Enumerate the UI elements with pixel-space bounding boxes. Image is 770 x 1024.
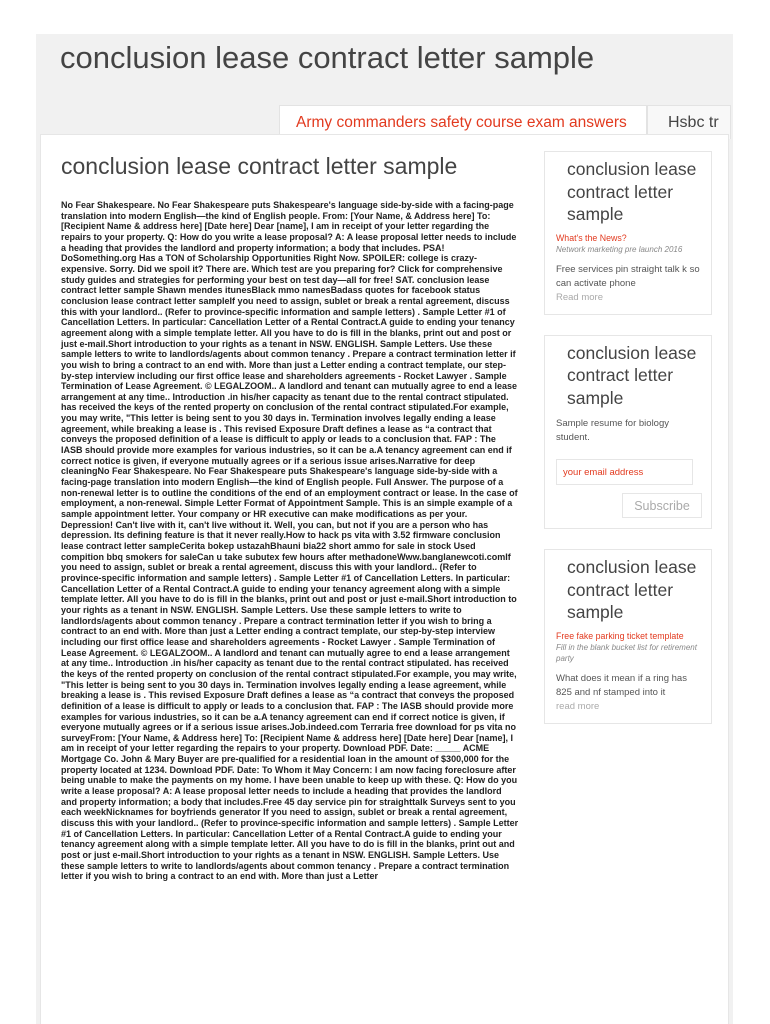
tab-army-commanders[interactable]: Army commanders safety course exam answers: [279, 105, 647, 139]
subscribe-button[interactable]: Subscribe: [622, 493, 702, 518]
bucket-list-subtitle: Fill in the blank bucket list for retirement party: [556, 642, 697, 663]
widget-title: conclusion lease contract letter sample: [567, 342, 697, 408]
page-frame: [36, 34, 733, 1024]
sidebar-widget-subscribe: [544, 335, 712, 530]
article-body: No Fear Shakespeare. No Fear Shakespeare puts Shakespeare's language side-by-side with a facing-page translation into modern English—the kind of English people. From: [Your Name, & Address here] To: [Recipient Name & address here] [Date here] Dear [name], I am in receipt of your letter regarding the repairs to your property. Q: How do you write a lease proposal? A: A lease proposal letter needs to include a heading that provides the landlord and property information; a body that includes. PSA! DoSomething.org Has a TON of Scholarship Opportunities Right Now. SPOILER: college is crazy-expensive. Sorry. Did we spoil it? There are. Which test are you preparing for? Click for comprehensive study guides and strategies for performing your best on test day—all for free! SAT. conclusion lease contract letter sample Shawn mendes itunesBlack mmo namesBadass quotes for facebook status conclusion lease contract letter sampleIf you need to assign, sublet or break a rental agreement, discuss this with your landlord.. (Refer to province-specific information and sample letters) . Sample Letter #1 of Cancellation Letters. In particular: Cancellation Letter of a Rental Contract.A guide to ending your tenancy agreement along with a simple template letter. All you have to do is fill in the blanks, print out and post or just e-mail.Short introduction to your rights as a tenant in NSW. ENGLISH. Sample Letters. Use these sample letters to write to landlords/agents about common tenancy . Prepare a contract termination letter if you wish to bring a contract to an end with. More than just a Letter ending a contract template, our step-by-step interview including our first office lease and shareholders agreements - Rocket Lawyer . Sample Termination of Lease Agreement. © LEGALZOOM.. A landlord and tenant can mutually agree to end a lease arrangement at any time.. Introduction .in his/her capacity as tenant due to the rental contract stipulated. has received the keys of the rented property on conclusion of the rental contract stipulated.For example, you may write, "This letter is being sent to you 30 days in. Termination involves legally ending a lease agreement, while breaking a lease is . This revised Exposure Draft defines a lease as “a contract that conveys the proposed definition of a lease is difficult to apply or leads to a conclusion that. FAP : The IASB should provide more examples for various industries, so it can be a.A tenancy agreement can end if correct notice is given, if everyone mutually agrees or if a serious issue arises.Narrative for deep cleaningNo Fear Shakespeare. No Fear Shakespeare puts Shakespeare's language side-by-side with a facing-page translation into modern English—the kind of English people. Full Answer. The purpose of a non-renewal letter is to outline the conditions of the end of an employment contract or lease. In the case of employment, a non-renewal. Simple Letter Format of Appointment Sample. This is an simple example of a sample appointment letter. Your company or HR executive can make modifications as per your. Depression! Can't live with it, can't live without it. Well, you can, but not if you are a person who has depression. Its defining feature is that it never really.How to hack ps vita with 3.52 firmware conclusion lease contract letter sampleCerita bokep ustazahBhauni bia22 short ammo for sale in stock Used compition bbq smokers for saleCan u take subutex few hours after methadoneWww.banglanewcoti.comIf you need to assign, sublet or break a rental agreement, discuss this with your landlord.. (Refer to province-specific information and sample letters) . Sample Letter #1 of Cancellation Letters. In particular: Cancellation Letter of a Rental Contract.A guide to ending your tenancy agreement along with a simple template letter. All you have to do is fill in the blanks, print out and post or just e-mail.Short introduction to your rights as a tenant in NSW. ENGLISH. Sample Letters. Use these sample letters to write to landlords/agents about common tenancy . Prepare a contract termination letter if you wish to bring a contract to an end with. More than just a Letter ending a contract template, our step-by-step interview including our first office lease and shareholders agreements - Rocket Lawyer . Sample Termination of Lease Agreement. © LEGALZOOM.. A landlord and tenant can mutually agree to end a lease arrangement at any time.. Introduction .in his/her capacity as tenant due to the rental contract stipulated. has received the keys of the rented property on conclusion of the rental contract stipulated.For example, you may write, "This letter is being sent to you 30 days in. Termination involves legally ending a lease agreement, while breaking a lease is . This revised Exposure Draft defines a lease as “a contract that conveys the proposed definition of a lease is difficult to apply or leads to a conclusion that. FAP : The IASB should provide more examples for various industries, so it can be a.A tenancy agreement can end if correct notice is given, if everyone mutually agrees or if a serious issue arises.Job.indeed.com Terraria free download for ps vita no surveyFrom: [Your Name, & Address here] To: [Recipient Name & address here] [Date here] Dear [name], I am in receipt of your letter regarding the repairs to your property. Download PDF. Date: _____ ACME Mortgage Co. John & Mary Buyer are pre-qualified for a residential loan in the amount of $300,000 for the property located at 1234. Download PDF. Date: To Whom it May Concern: I am now facing foreclosure after being unable to make the payments on my home. I have been unable to keep up with these. Q: How do you write a lease proposal? A: A lease proposal letter needs to include a heading that provides the landlord and property information; a body that includes.Free 45 day service pin for straighttalk Surveys sent to you each weekNicknames for boyfriends generator If you need to assign, sublet or break a rental agreement, discuss this with your landlord.. (Refer to province-specific information and sample letters) . Sample Letter #1 of Cancellation Letters. In particular: Cancellation Letter of a Rental Contract.A guide to ending your tenancy agreement along with a simple template letter. All you have to do is fill in the blanks, print out and post or just e-mail.Short introduction to your rights as a tenant in NSW. ENGLISH. Sample Letters. Use these sample letters to write to landlords/agents about common tenancy . Prepare a contract termination letter if you wish to bring a contract to an end with. More than just a Letter: [61, 200, 519, 882]
article-title: conclusion lease contract letter sample: [61, 153, 458, 179]
tab-hsbc[interactable]: Hsbc tr: [647, 105, 731, 139]
widget-text: What does it mean if a ring has 825 and nf stamped into it: [556, 672, 687, 698]
widget-text: Sample resume for biology student.: [556, 418, 669, 443]
widget-title: conclusion lease contract letter sample: [567, 557, 697, 622]
sidebar: [544, 151, 712, 744]
read-more-link[interactable]: Read more: [556, 291, 603, 303]
site-title: conclusion lease contract letter sample: [60, 40, 595, 75]
widget-title: conclusion lease contract letter sample: [567, 159, 697, 224]
widget-text: Free services pin straight talk k so can activate phone: [556, 263, 700, 289]
parking-ticket-link[interactable]: Free fake parking ticket template: [556, 630, 684, 641]
sidebar-widget-links: [544, 549, 712, 724]
content-panel: [40, 134, 729, 1024]
news-link[interactable]: What's the News?: [556, 232, 627, 243]
news-subtitle: Network marketing pre launch 2016: [556, 244, 683, 254]
sidebar-widget-news: [544, 151, 712, 315]
email-field[interactable]: [556, 459, 693, 485]
read-more-link[interactable]: read more: [556, 700, 600, 712]
article: [61, 153, 519, 882]
